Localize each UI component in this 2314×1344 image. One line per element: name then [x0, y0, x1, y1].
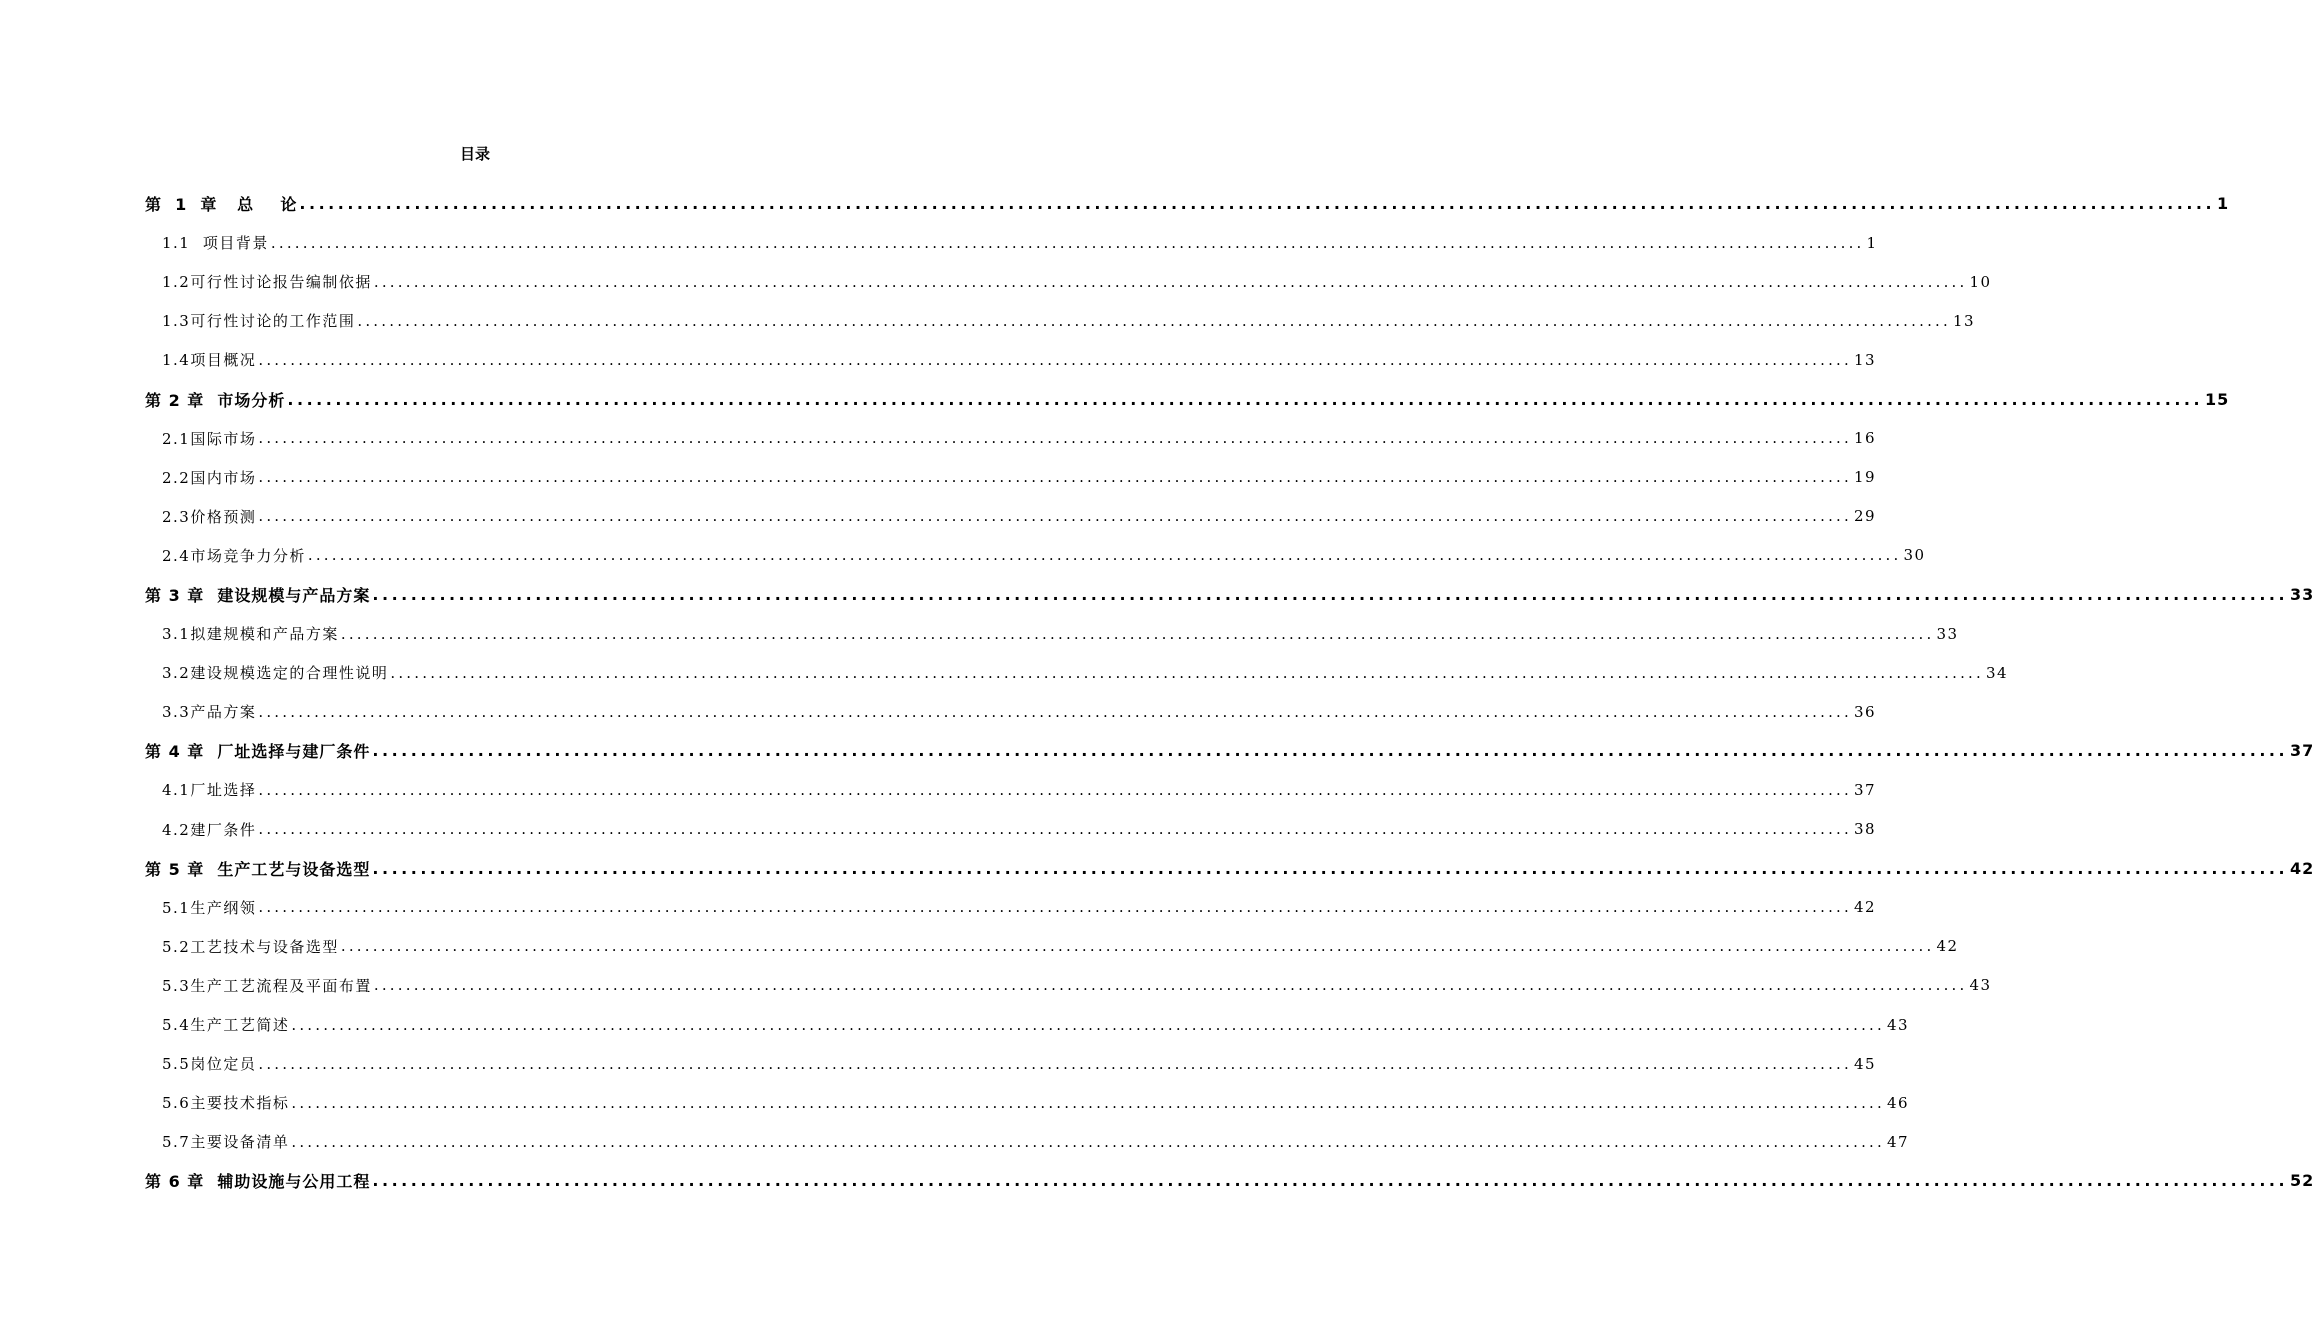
toc-page-number: 10: [1969, 272, 1992, 291]
toc-entry-title: 5.7主要设备清单: [162, 1133, 290, 1152]
toc-page-number: 19: [1853, 468, 1877, 487]
toc-entry-title: 5.2工艺技术与设备选型: [162, 937, 339, 956]
toc-section-entry[interactable]: [0, 1044, 1877, 1083]
dot-leader: ........................................................................................................................................................................................................: [258, 350, 1852, 369]
toc-chapter-entry[interactable]: [0, 849, 2314, 888]
toc-entry-title: 2.4市场竞争力分析: [162, 546, 306, 565]
toc-section-entry[interactable]: [0, 536, 1926, 575]
toc-page-number: 34: [1985, 663, 2009, 682]
dot-leader: ........................................................................................................................................................................................................: [372, 584, 2289, 604]
toc-page-number: 43: [1886, 1015, 1910, 1034]
toc-section-entry[interactable]: [0, 419, 1877, 458]
dot-leader: ........................................................................................................................................................................................................: [373, 976, 1968, 995]
toc-page-number: 37: [2290, 741, 2314, 761]
toc-section-entry[interactable]: [0, 223, 1878, 262]
toc-entry-title: 1.1 项目背景: [162, 234, 269, 253]
toc-entry-title: 5.6主要技术指标: [162, 1094, 290, 1113]
dot-leader: ........................................................................................................................................................................................................: [270, 233, 1865, 252]
toc-page-number: 33: [2290, 584, 2314, 604]
toc-entry-title: 1.2可行性讨论报告编制依据: [162, 273, 372, 292]
dot-leader: ........................................................................................................................................................................................................: [372, 741, 2289, 761]
toc-page-number: 13: [1853, 350, 1877, 369]
toc-section-entry[interactable]: [0, 810, 1877, 849]
dot-leader: ........................................................................................................................................................................................................: [258, 702, 1852, 721]
dot-leader: ........................................................................................................................................................................................................: [287, 389, 2204, 409]
toc-page-number: 36: [1853, 702, 1877, 721]
toc-entry-title: 2.1国际市场: [162, 429, 257, 448]
toc-entry-title: 3.2建设规模选定的合理性说明: [162, 664, 389, 683]
dot-leader: ........................................................................................................................................................................................................: [340, 937, 1935, 956]
toc-section-entry[interactable]: [0, 1122, 1910, 1161]
toc-page-number: 46: [1886, 1093, 1910, 1112]
toc-section-entry[interactable]: [0, 653, 2009, 692]
toc-entry-title: 第 6 章 辅助设施与公用工程: [145, 1172, 371, 1192]
dot-leader: ........................................................................................................................................................................................................: [291, 1093, 1885, 1112]
toc-page-number: 13: [1952, 311, 1976, 330]
toc-entry-title: 3.1拟建规模和产品方案: [162, 625, 339, 644]
page-title: 目录: [459, 145, 490, 163]
toc-section-entry[interactable]: [0, 888, 1877, 927]
toc-page-number: 42: [2290, 858, 2314, 878]
toc-page-number: 29: [1853, 507, 1877, 526]
dot-leader: ........................................................................................................................................................................................................: [372, 1171, 2289, 1191]
toc-entry-title: 1.3可行性讨论的工作范围: [162, 312, 356, 331]
toc-entry-title: 5.4生产工艺简述: [162, 1016, 290, 1035]
toc-section-entry[interactable]: [0, 458, 1877, 497]
toc-entry-title: 5.5岗位定员: [162, 1055, 257, 1074]
toc-section-entry[interactable]: [0, 770, 1877, 809]
dot-leader: ........................................................................................................................................................................................................: [340, 624, 1935, 643]
toc-entry-title: 第 4 章 厂址选择与建厂条件: [145, 742, 371, 762]
toc-section-entry[interactable]: [0, 340, 1877, 379]
dot-leader: ........................................................................................................................................................................................................: [357, 311, 1951, 330]
dot-leader: ........................................................................................................................................................................................................: [372, 858, 2289, 878]
toc-section-entry[interactable]: [0, 927, 1959, 966]
toc-page-number: 47: [1886, 1132, 1910, 1151]
toc-entry-title: 3.3产品方案: [162, 703, 257, 722]
toc-section-entry[interactable]: [0, 614, 1959, 653]
toc-page-number: 43: [1969, 976, 1992, 995]
toc-page-number: 37: [1853, 780, 1877, 799]
toc-page-number: 45: [1853, 1054, 1877, 1073]
toc-chapter-entry[interactable]: [0, 575, 2314, 614]
toc-page-number: 16: [1853, 429, 1877, 448]
toc-entry-title: 第 5 章 生产工艺与设备选型: [145, 859, 371, 879]
toc-entry-title: 5.3生产工艺流程及平面布置: [162, 976, 372, 995]
toc-section-entry[interactable]: [0, 1005, 1910, 1044]
table-of-contents: [0, 184, 2314, 1200]
toc-page-number: 42: [1936, 937, 1959, 956]
toc-entry-title: 1.4项目概况: [162, 351, 257, 370]
toc-entry-title: 第 2 章 市场分析: [145, 390, 286, 410]
dot-leader: ........................................................................................................................................................................................................: [258, 898, 1852, 917]
toc-entry-title: 第 1 章 总 论: [145, 195, 298, 215]
toc-chapter-entry[interactable]: [0, 1161, 2314, 1200]
toc-page-number: 42: [1853, 898, 1877, 917]
dot-leader: ........................................................................................................................................................................................................: [299, 194, 2216, 214]
toc-section-entry[interactable]: [0, 262, 1992, 301]
toc-chapter-entry[interactable]: [0, 379, 2230, 418]
toc-page-number: 30: [1903, 546, 1926, 565]
toc-entry-title: 第 3 章 建设规模与产品方案: [145, 585, 371, 605]
dot-leader: ........................................................................................................................................................................................................: [291, 1132, 1885, 1151]
toc-entry-title: 4.2建厂条件: [162, 820, 257, 839]
dot-leader: ........................................................................................................................................................................................................: [258, 468, 1852, 487]
toc-page-number: 1: [2217, 194, 2230, 214]
dot-leader: ........................................................................................................................................................................................................: [258, 780, 1852, 799]
dot-leader: ........................................................................................................................................................................................................: [373, 272, 1968, 291]
dot-leader: ........................................................................................................................................................................................................: [390, 663, 1984, 682]
dot-leader: ........................................................................................................................................................................................................: [307, 546, 1902, 565]
toc-chapter-entry[interactable]: [0, 184, 2230, 223]
toc-entry-title: 2.2国内市场: [162, 468, 257, 487]
toc-entry-title: 4.1厂址选择: [162, 781, 257, 800]
toc-section-entry[interactable]: [0, 692, 1877, 731]
toc-section-entry[interactable]: [0, 1083, 1910, 1122]
toc-section-entry[interactable]: [0, 966, 1992, 1005]
toc-page-number: 15: [2205, 389, 2230, 409]
toc-entry-title: 2.3价格预测: [162, 507, 257, 526]
dot-leader: ........................................................................................................................................................................................................: [291, 1015, 1885, 1034]
toc-section-entry[interactable]: [0, 497, 1877, 536]
toc-page-number: 1: [1866, 233, 1878, 252]
toc-page-number: 52: [2290, 1171, 2314, 1191]
toc-chapter-entry[interactable]: [0, 731, 2314, 770]
toc-section-entry[interactable]: [0, 301, 1976, 340]
dot-leader: ........................................................................................................................................................................................................: [258, 820, 1852, 839]
dot-leader: ........................................................................................................................................................................................................: [258, 1054, 1852, 1073]
dot-leader: ........................................................................................................................................................................................................: [258, 507, 1852, 526]
toc-entry-title: 5.1生产纲领: [162, 898, 257, 917]
toc-page-number: 38: [1853, 820, 1877, 839]
dot-leader: ........................................................................................................................................................................................................: [258, 429, 1852, 448]
toc-page-number: 33: [1936, 624, 1959, 643]
